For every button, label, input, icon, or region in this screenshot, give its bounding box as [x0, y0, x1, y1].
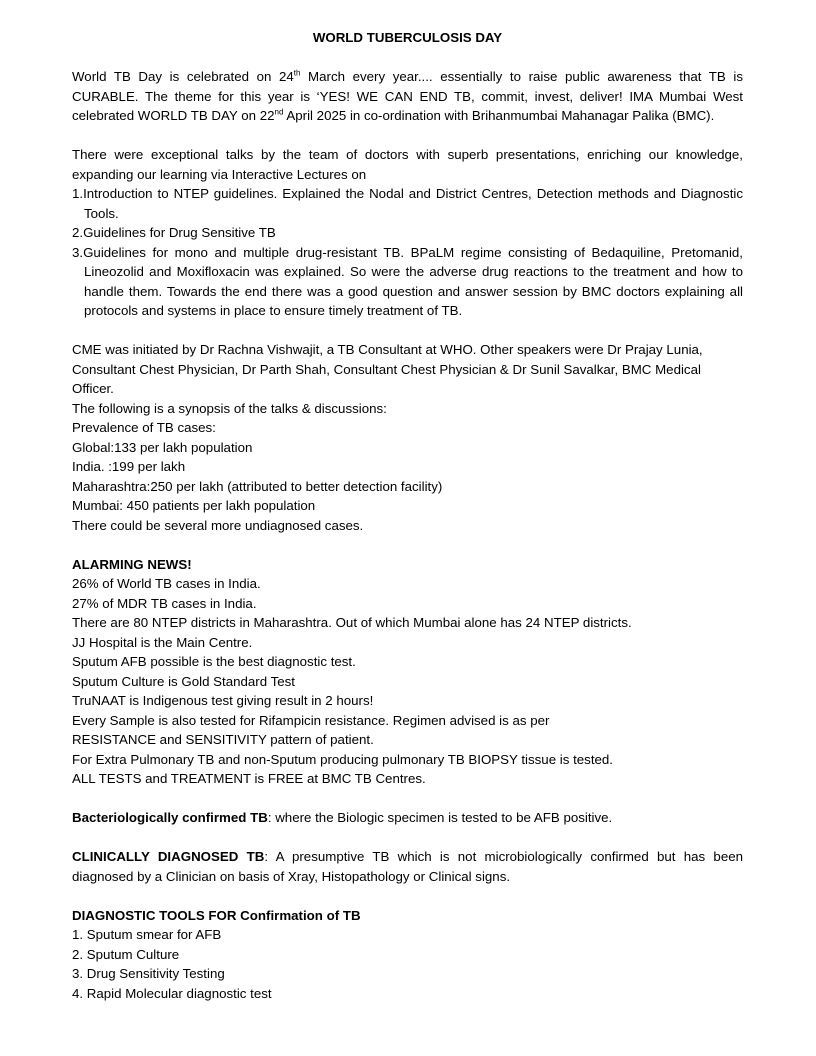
intro-paragraph	[72, 67, 743, 126]
intro-text-1: World TB Day is celebrated on 24	[72, 69, 294, 84]
clinical-definition	[72, 847, 743, 886]
synopsis-line: Prevalence of TB cases:	[72, 420, 216, 435]
list-item: 1.Introduction to NTEP guidelines. Explained the Nodal and District Centres, Detection methods and Diagnostic Tools.	[72, 186, 743, 221]
intro-text-3: April 2025 in co-ordination with Brihanmumbai Mahanagar Palika (BMC).	[283, 108, 715, 123]
bacteriological-definition	[72, 808, 743, 828]
alarming-line: 27% of MDR TB cases in India.	[72, 595, 257, 611]
list-item: 2.Guidelines for Drug Sensitive TB	[72, 225, 276, 240]
list-item: 1. Sputum smear for AFB	[72, 927, 222, 942]
spacer	[72, 535, 743, 555]
alarming-line: Sputum AFB possible is the best diagnostic test.	[72, 654, 356, 669]
spacer	[72, 789, 743, 809]
definition-term: CLINICALLY DIAGNOSED TB	[72, 849, 265, 864]
synopsis-line: Global:133 per lakh population	[72, 439, 253, 455]
list-item: 2. Sputum Culture	[72, 946, 180, 962]
synopsis-line: The following is a synopsis of the talks & discussions:	[72, 400, 387, 416]
alarming-heading: ALARMING NEWS!	[72, 556, 192, 572]
synopsis-line: Maharashtra:250 per lakh (attributed to better detection facility)	[72, 478, 443, 494]
page-title: WORLD TUBERCULOSIS DAY	[312, 30, 503, 45]
alarming-line: For Extra Pulmonary TB and non-Sputum producing pulmonary TB BIOPSY tissue is tested.	[72, 751, 614, 767]
cme-paragraph: CME was initiated by Dr Rachna Vishwajit, a TB Consultant at WHO. Other speakers were Dr Prajay Lunia, Consultant Chest Physician, Dr Parth Shah, Consultant Chest Physician & Dr Sunil Savalkar, BMC Medical Officer.	[72, 342, 703, 396]
spacer	[72, 126, 743, 146]
alarming-list	[72, 574, 743, 789]
list-item: 4. Rapid Molecular diagnostic test	[72, 985, 272, 1001]
spacer	[72, 828, 743, 848]
synopsis-block	[72, 399, 743, 536]
synopsis-line: Mumbai: 450 patients per lakh population	[72, 498, 316, 513]
synopsis-line: India. :199 per lakh	[72, 459, 186, 474]
alarming-line: ALL TESTS and TREATMENT is FREE at BMC TB Centres.	[72, 771, 426, 786]
alarming-line: 26% of World TB cases in India.	[72, 576, 261, 591]
definition-text: : A presumptive TB which is not microbiologically confirmed but has been diagnosed by a Clinician on basis of Xray, Histopathology or Clinical signs.	[72, 849, 744, 884]
diagnostic-list	[72, 925, 743, 1003]
talks-intro: There were exceptional talks by the team of doctors with superb presentations, enriching our knowledge, expanding our learning via Interactive Lectures on	[72, 147, 743, 182]
intro-superscript-nd: nd	[274, 107, 284, 117]
synopsis-line: There could be several more undiagnosed cases.	[72, 517, 364, 533]
list-item: 3. Drug Sensitivity Testing	[72, 966, 225, 981]
definition-term: Bacteriologically confirmed TB	[72, 810, 268, 825]
alarming-line: Sputum Culture is Gold Standard Test	[72, 673, 295, 689]
definition-text: : where the Biologic specimen is tested to be AFB positive.	[267, 810, 613, 825]
list-item: 3.Guidelines for mono and multiple drug-resistant TB. BPaLM regime consisting of Bedaquiline, Pretomanid, Lineozolid and Moxifloxacin was explained. So were the adverse drug reactions to the treatment and how to handle them. Towards the end there was a good question and answer session by BMC doctors explaining all protocols and systems in place to ensure timely treatment of TB.	[72, 244, 743, 318]
diagnostic-heading: DIAGNOSTIC TOOLS FOR Confirmation of TB	[72, 907, 361, 923]
document-page	[72, 28, 743, 1003]
talks-list	[72, 184, 743, 321]
spacer	[72, 321, 743, 341]
intro-superscript-th: th	[293, 68, 301, 78]
alarming-line: There are 80 NTEP districts in Maharashtra. Out of which Mumbai alone has 24 NTEP districts.	[72, 615, 632, 630]
alarming-line: JJ Hospital is the Main Centre.	[72, 634, 253, 650]
alarming-line: RESISTANCE and SENSITIVITY pattern of patient.	[72, 732, 374, 747]
alarming-line: TruNAAT is Indigenous test giving result in 2 hours!	[72, 693, 374, 708]
spacer	[72, 886, 743, 906]
intro-text-2: March every year.... essentially to raise public awareness that TB is CURABLE. The theme for this year is ‘YES! WE CAN END TB, commit, invest, deliver! IMA Mumbai West celebrated WORLD TB DAY on 22	[72, 69, 744, 123]
alarming-line: Every Sample is also tested for Rifampicin resistance. Regimen advised is as per	[72, 712, 550, 728]
